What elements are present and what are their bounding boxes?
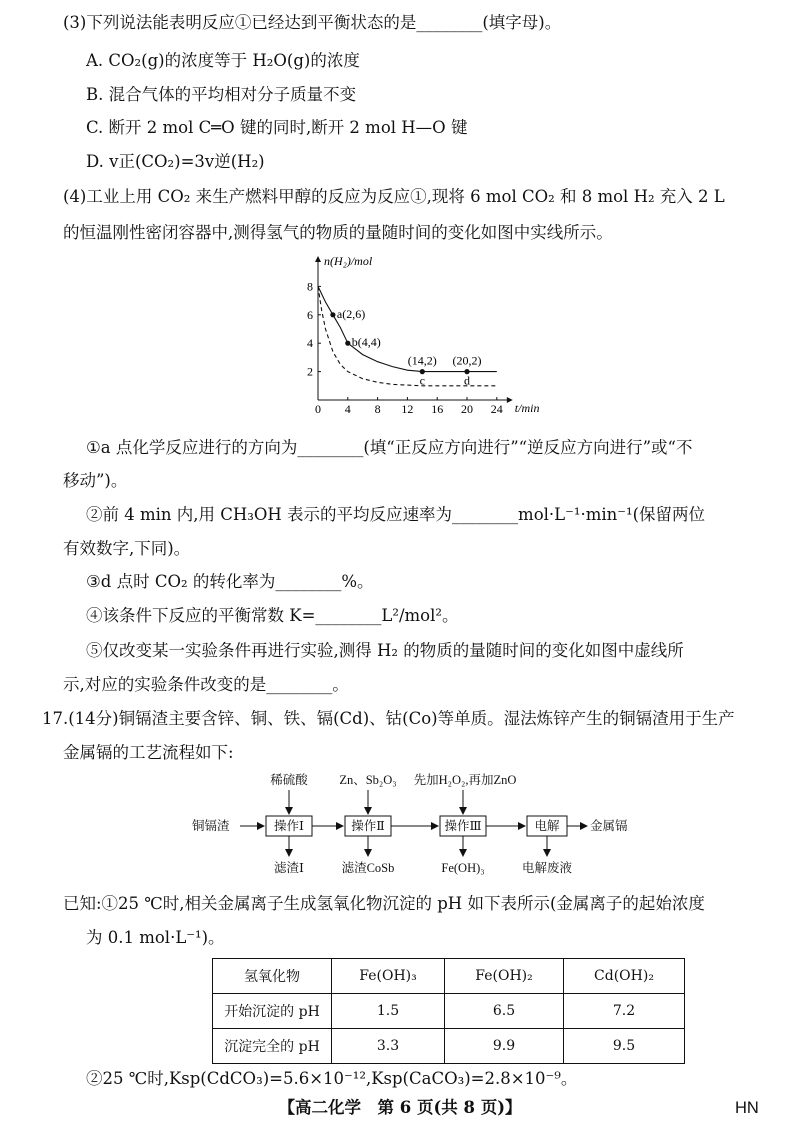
table-header-cell: Fe(OH)₃ <box>332 959 445 994</box>
q17-line-2: 金属镉的工艺流程如下: <box>63 743 234 762</box>
page-footer: 【高二化学 第 6 页(共 8 页)】 <box>278 1098 522 1117</box>
x-tick-label: 4 <box>344 402 351 416</box>
q4-sub1-line-2: 移动”)。 <box>63 471 128 490</box>
flow-reagent-2: Zn、Sb₂O₃ <box>339 773 397 787</box>
data-point <box>345 341 350 346</box>
y-axis-label: n(H₂)/mol <box>324 254 373 268</box>
flow-op-1: 操作Ⅰ <box>274 819 304 833</box>
q4-sub5-line-1: ⑤仅改变某一实验条件再进行实验,测得 H₂ 的物质的量随时间的变化如图中虚线所 <box>86 641 684 660</box>
hydroxide-ph-table <box>212 958 685 1064</box>
q3-option-d: D. v正(CO₂)=3v逆(H₂) <box>86 152 265 171</box>
flow-waste-4: 电解废液 <box>521 861 573 875</box>
known-line-3: ②25 ℃时,Ksp(CdCO₃)=5.6×10⁻¹²,Ksp(CaCO₃)=2.8×10⁻⁹。 <box>86 1069 578 1088</box>
x-axis-label: t/min <box>514 401 540 415</box>
x-tick-label: 20 <box>461 402 473 416</box>
table-header-cell: Cd(OH)₂ <box>564 959 685 994</box>
table-row <box>213 1029 685 1064</box>
known-line-2: 为 0.1 mol·L⁻¹)。 <box>86 928 225 947</box>
data-point-label: b(4,4) <box>351 335 381 350</box>
q4-sub1-line-1: ①a 点化学反应进行的方向为________(填“正反应方向进行”“逆反应方向进行”或“不 <box>86 438 693 457</box>
flow-output: 金属镉 <box>590 819 628 833</box>
flow-waste-2: 滤渣CoSb <box>341 861 395 875</box>
q4-line-2: 的恒温刚性密闭容器中,测得氢气的物质的量随时间的变化如图中实线所示。 <box>63 223 613 242</box>
page-footer-code: HN <box>735 1099 759 1117</box>
q3-option-b: B. 混合气体的平均相对分子质量不变 <box>86 85 357 104</box>
q4-sub4: ④该条件下反应的平衡常数 K=________L²/mol²。 <box>86 606 459 625</box>
flow-op-4: 电解 <box>534 819 560 833</box>
flow-waste-3: Fe(OH)₃ <box>441 861 485 875</box>
h2-amount-chart <box>290 252 560 422</box>
table-cell: 沉淀完全的 pH <box>213 1029 332 1064</box>
table-cell: 7.2 <box>564 994 685 1029</box>
table-row <box>213 994 685 1029</box>
q3-option-a: A. CO₂(g)的浓度等于 H₂O(g)的浓度 <box>86 51 360 70</box>
y-axis-arrow <box>315 256 321 262</box>
x-tick-label: 12 <box>401 402 414 416</box>
x-axis-arrow <box>507 397 513 403</box>
x-tick-label: 16 <box>431 402 444 416</box>
table-cell: 1.5 <box>332 994 445 1029</box>
y-tick-label: 4 <box>307 336 313 351</box>
q3-stem: (3)下列说法能表明反应①已经达到平衡状态的是________(填字母)。 <box>63 13 562 32</box>
flow-op-2: 操作Ⅱ <box>351 819 385 833</box>
table-cell: 9.9 <box>445 1029 564 1064</box>
process-flow-diagram <box>190 768 650 880</box>
q3-option-c: C. 断开 2 mol C═O 键的同时,断开 2 mol H—O 键 <box>86 118 468 137</box>
x-tick-label: 0 <box>315 402 321 416</box>
x-tick-label: 8 <box>374 402 381 416</box>
y-tick-label: 8 <box>307 279 313 294</box>
data-point <box>330 312 335 317</box>
table-header-cell: Fe(OH)₂ <box>445 959 564 994</box>
data-point-sublabel: c <box>419 373 425 388</box>
q4-sub3: ③d 点时 CO₂ 的转化率为________%。 <box>86 572 374 591</box>
y-tick-label: 2 <box>307 364 313 379</box>
table-cell: 6.5 <box>445 994 564 1029</box>
flow-reagent-3: 先加H₂O₂,再加ZnO <box>413 773 517 787</box>
y-tick-label: 6 <box>307 307 313 322</box>
q17-line-1: 17.(14分)铜镉渣主要含锌、铜、铁、镉(Cd)、钴(Co)等单质。湿法炼锌产生的铜镉渣用于生产 <box>42 709 735 728</box>
data-point-label: a(2,6) <box>336 306 366 321</box>
data-point-label: (20,2) <box>452 353 482 368</box>
table-header-cell: 氢氧化物 <box>213 959 332 994</box>
q4-sub2-line-1: ②前 4 min 内,用 CH₃OH 表示的平均反应速率为________mol·L⁻¹·min⁻¹(保留两位 <box>86 505 705 524</box>
flow-waste-1: 滤渣Ⅰ <box>274 861 304 875</box>
q4-line-1: (4)工业上用 CO₂ 来生产燃料甲醇的反应为反应①,现将 6 mol CO₂ 和 8 mol H₂ 充入 2 L <box>63 187 725 206</box>
q4-sub2-line-2: 有效数字,下同)。 <box>63 539 191 558</box>
data-point-label: (14,2) <box>407 353 437 368</box>
x-tick-label: 24 <box>490 402 503 416</box>
table-cell: 9.5 <box>564 1029 685 1064</box>
flow-reagent-1: 稀硫酸 <box>270 773 308 787</box>
known-line-1: 已知:①25 ℃时,相关金属离子生成氢氧化物沉淀的 pH 如下表所示(金属离子的起始浓度 <box>63 894 705 913</box>
data-point-sublabel: d <box>464 373 470 388</box>
q4-sub5-line-2: 示,对应的实验条件改变的是________。 <box>63 675 349 694</box>
table-header-row <box>213 959 685 994</box>
flow-op-3: 操作Ⅲ <box>444 819 482 833</box>
table-cell: 3.3 <box>332 1029 445 1064</box>
table-cell: 开始沉淀的 pH <box>213 994 332 1029</box>
flow-input: 铜镉渣 <box>192 819 230 833</box>
